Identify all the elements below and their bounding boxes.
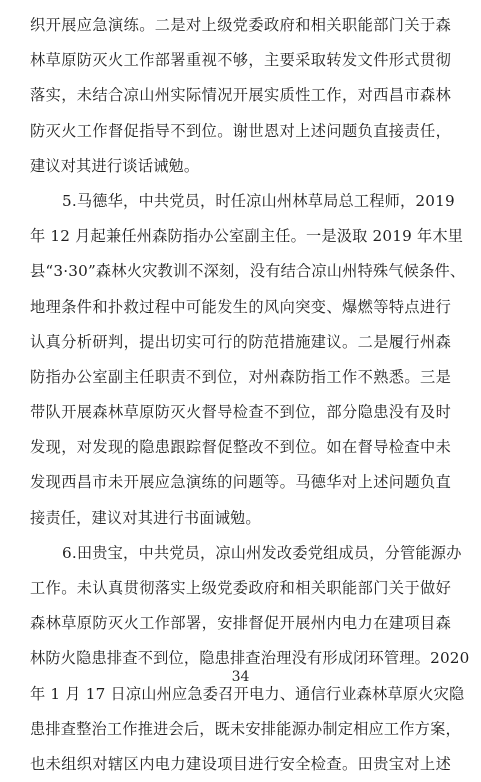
text-line: 带队开展森林草原防灭火督导检查不到位，部分隐患没有及时 [30,403,451,422]
text-line: 织开展应急演练。二是对上级党委政府和相关职能部门关于森 [30,16,451,34]
text-line: 林草原防灭火工作部署重视不够，主要采取转发文件形式贯彻 [30,51,451,70]
text-line: 5.马德华，中共党员，时任凉山州林草局总工程师，2019 [62,191,455,210]
text-line: 年 1 月 17 日凉山州应急委召开电力、通信行业森林草原火灾隐 [30,684,465,703]
text-line: 防灭火工作督促指导不到位。谢世恩对上述问题负直接责任， [30,121,451,140]
text-line: 发现，对发现的隐患跟踪督促整改不到位。如在督导检查中未 [30,438,451,457]
text-line: 患排查整治工作推进会后，既未安排能源办制定相应工作方案， [30,719,461,738]
text-line: 林防火隐患排查不到位，隐患排查治理没有形成闭环管理。2020 [30,649,470,668]
text-line: 工作。未认真贯彻落实上级党委政府和相关职能部门关于做好 [30,579,451,597]
text-line: 建议对其进行谈话诫勉。 [30,156,200,175]
text-line: 县“3·30”森林火灾教训不深刻，没有结合凉山州特殊气候条件、 [30,262,466,281]
text-line: 森林草原防灭火工作部署，安排督促开展州内电力在建项目森 [30,614,451,633]
text-line: 年 12 月起兼任州森防指办公室副主任。一是汲取 2019 年木里 [30,227,464,246]
page-number: 34 [231,669,250,685]
text-line: 接责任，建议对其进行书面诫勉。 [30,508,261,527]
text-line: 也未组织对辖区内电力建设项目进行安全检查。田贵宝对上述 [30,754,451,773]
document-body [30,8,470,782]
text-line: 防指办公室副主任职责不到位，对州森防指工作不熟悉。三是 [30,367,451,386]
text-line: 发现西昌市未开展应急演练的问题等。马德华对上述问题负直 [30,473,451,492]
text-line: 认真分析研判，提出切实可行的防范措施建议。二是履行州森 [30,332,451,351]
text-line: 落实，未结合凉山州实际情况开展实质性工作，对西昌市森林 [30,86,451,105]
text-line: 6.田贵宝，中共党员，凉山州发改委党组成员，分管能源办 [62,543,462,562]
text-line: 地理条件和扑救过程中可能发生的风向突变、爆燃等特点进行 [30,297,451,316]
